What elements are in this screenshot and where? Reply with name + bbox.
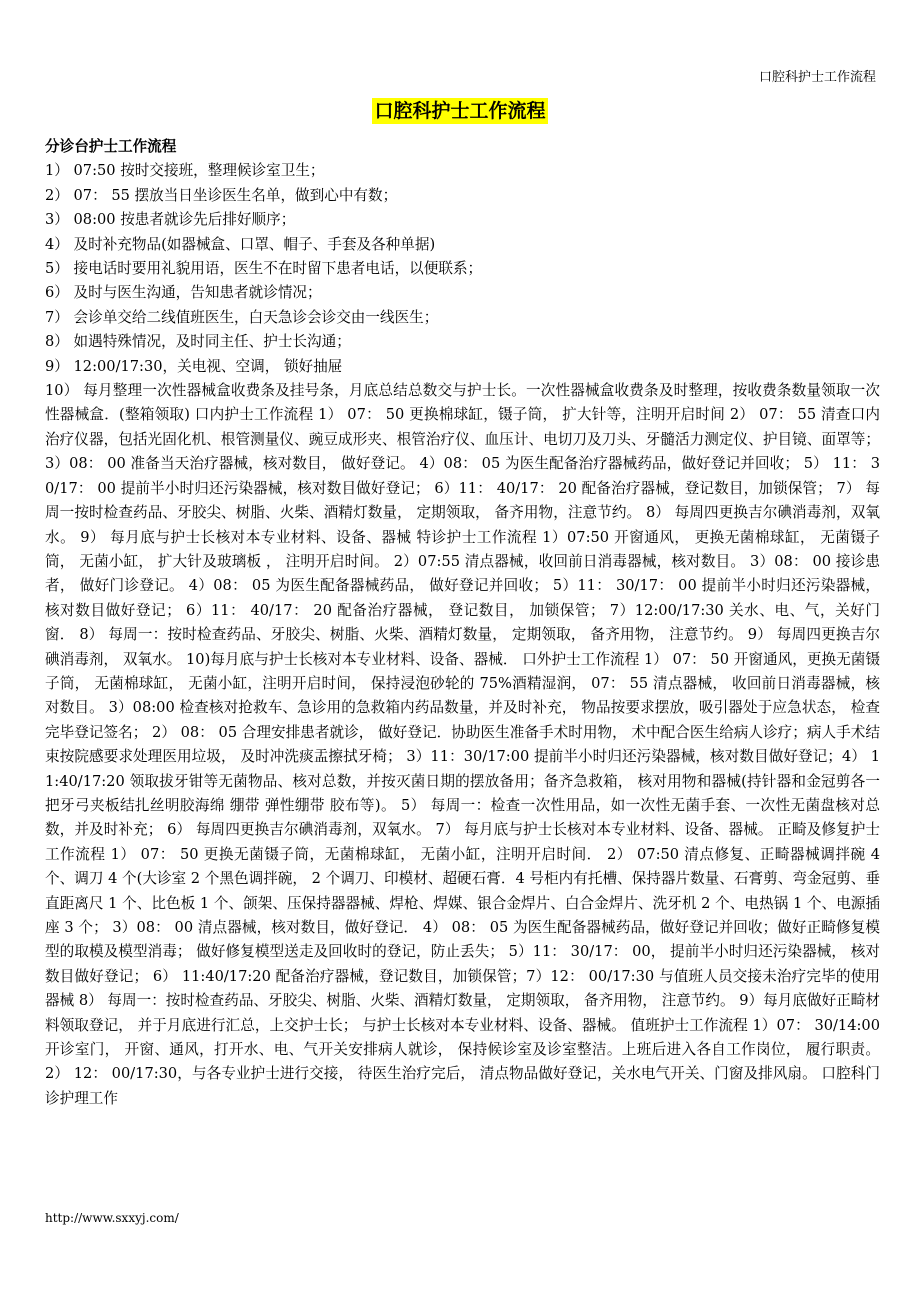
body-paragraph: 10） 每月整理一次性器械盒收费条及挂号条，月底总结总数交与护士长。一次性器械盒收费条及时整理，按收费条数量领取一次性器械盒．(整箱领取) 口内护士工作流程 1） 07： 50 更换棉球缸，镊子筒， 扩大针等，注明开启时间 2） 07： 55 清查口内治疗仪器，包括光固化机、根管测量仪、豌豆成形夹、根管治疗仪、血压计、电切刀及刀头、牙髓活力测定仪、护目镜、面罩等； 3）08： 00 准备当天治疗器械，核对数目， 做好登记。 4）08： 05 为医生配备治疗器械药品，做好登记并回收； 5） 11： 30/17： 00 提前半小时归还污染器械，核对数目做好登记； 6）11： 40/17： 20 配备治疗器械，登记数目，加锁保管； 7） 每周一按时检查药品、牙胶尖、树脂、火柴、酒精灯数量， 定期领取， 备齐用物，注意节约。 8） 每周四更换吉尔碘消毒剂，双氧水。 9） 每月底与护士长核对本专业材料、设备、器械 特诊护士工作流程 1）07:50 开窗通风， 更换无菌棉球缸， 无菌镊子筒， 无菌小缸， 扩大针及玻璃板 ， 注明开启时间。 2）07:55 清点器械，收回前日消毒器械，核对数目。 3）08： 00 接诊患者， 做好门诊登记。 4）08： 05 为医生配备器械药品， 做好登记并回收； 5）11： 30/17： 00 提前半小时归还污染器械， 核对数目做好登记； 6）11： 40/17： 20 配备治疗器械， 登记数目， 加锁保管； 7）12:00/17:30 关水、电、气，关好门窗． 8） 每周一：按时检查药品、牙胶尖、树脂、火柴、酒精灯数量， 定期领取， 备齐用物， 注意节约。 9） 每周四更换吉尔碘消毒剂， 双氧水。 10)每月底与护士长核对本专业材料、设备、器械． 口外护士工作流程 1） 07： 50 开窗通风，更换无菌镊子筒， 无菌棉球缸， 无菌小缸，注明开启时间， 保持浸泡砂轮的 75%酒精湿润， 07： 55 清点器械， 收回前日消毒器械，核对数目。 3）08:00 检查核对抢救车、急诊用的急救箱内药品数量，并及时补充， 物品按要求摆放，吸引器处于应急状态， 检查完毕登记签名； 2） 08： 05 合理安排患者就诊， 做好登记．协助医生准备手术时用物， 术中配合医生给病人诊疗；病人手术结束按院感要求处理医用垃圾， 及时冲洗痰盂擦拭牙椅； 3）11：30/17:00 提前半小时归还污染器械，核对数目做好登记；4） 11:40/17:20 领取拔牙钳等无菌物品、核对总数，并按灭菌日期的摆放备用；备齐急救箱， 核对用物和器械(持针器和金冠剪各一把牙弓夹板结扎丝明胶海绵 绷带 弹性绷带 胶布等)。 5） 每周一：检查一次性用品，如一次性无菌手套、一次性无菌盘核对总数，并及时补充； 6） 每周四更换吉尔碘消毒剂，双氧水。 7） 每月底与护士长核对本专业材料、设备、器械。 正畸及修复护士工作流程 1） 07： 50 更换无菌镊子筒，无菌棉球缸， 无菌小缸，注明开启时间． 2） 07:50 清点修复、正畸器械调拌碗 4 个、调刀 4 个(大诊室 2 个黑色调拌碗， 2 个调刀、印模材、超硬石膏．4 号柜内有托槽、保持器片数量、石膏剪、弯金冠剪、垂直距离尺 1 个、比色板 1 个、颌架、压保持器器械、焊枪、焊媒、银合金焊片、白合金焊片、洗牙机 2 个、电热锅 1 个、电源插座 3 个； 3）08： 00 清点器械，核对数目，做好登记． 4） 08： 05 为医生配备器械药品，做好登记并回收；做好正畸修复模型的取模及模型消毒； 做好修复模型送走及回收时的登记，防止丢失； 5）11： 30/17： 00， 提前半小时归还污染器械， 核对数目做好登记； 6） 11:40/17:20 配备治疗器械，登记数目，加锁保管；7）12： 00/17:30 与值班人员交接未治疗完毕的使用器械 8） 每周一：按时检查药品、牙胶尖、树脂、火柴、酒精灯数量， 定期领取， 备齐用物， 注意节约。 9）每月底做好正畸材料领取登记， 并于月底进行汇总，上交护士长； 与护士长核对本专业材料、设备、器械。 值班护士工作流程 1）07： 30/14:00 开诊室门， 开窗、通风，打开水、电、气开关安排病人就诊， 保持候诊室及诊室整洁。上班后进入各自工作岗位， 履行职责。 2） 12： 00/17:30，与各专业护士进行交接， 待医生治疗完后， 清点物品做好登记，关水电气开关、门窗及排风扇。 口腔科门诊护理工作	[45, 382, 880, 1107]
step-item: 8） 如遇特殊情况，及时同主任、护士长沟通；	[45, 333, 351, 351]
step-item: 7） 会诊单交给二线值班医生，白天急诊会诊交由一线医生；	[45, 308, 439, 326]
step-item: 2） 07： 55 摆放当日坐诊医生名单，做到心中有数；	[45, 186, 398, 204]
step-item: 1） 07:50 按时交接班，整理候诊室卫生；	[45, 162, 325, 180]
step-item: 5） 接电话时要用礼貌用语，医生不在时留下患者电话，以便联系；	[45, 260, 483, 278]
step-item: 6） 及时与医生沟通，告知患者就诊情况；	[45, 284, 322, 302]
step-item: 9） 12:00/17:30，关电视、空调， 锁好抽屉	[45, 357, 343, 375]
title-container	[0, 98, 920, 124]
section-heading: 分诊台护士工作流程	[45, 138, 177, 155]
step-item: 3） 08:00 按患者就诊先后排好顺序；	[45, 211, 296, 229]
footer-url: http://www.sxxyj.com/	[45, 1211, 179, 1225]
step-item: 4） 及时补充物品(如器械盒、口罩、帽子、手套及各种单据)	[45, 235, 436, 253]
document-title: 口腔科护士工作流程	[374, 100, 546, 122]
running-header: 口腔科护士工作流程	[758, 70, 876, 85]
document-body	[45, 135, 880, 1111]
